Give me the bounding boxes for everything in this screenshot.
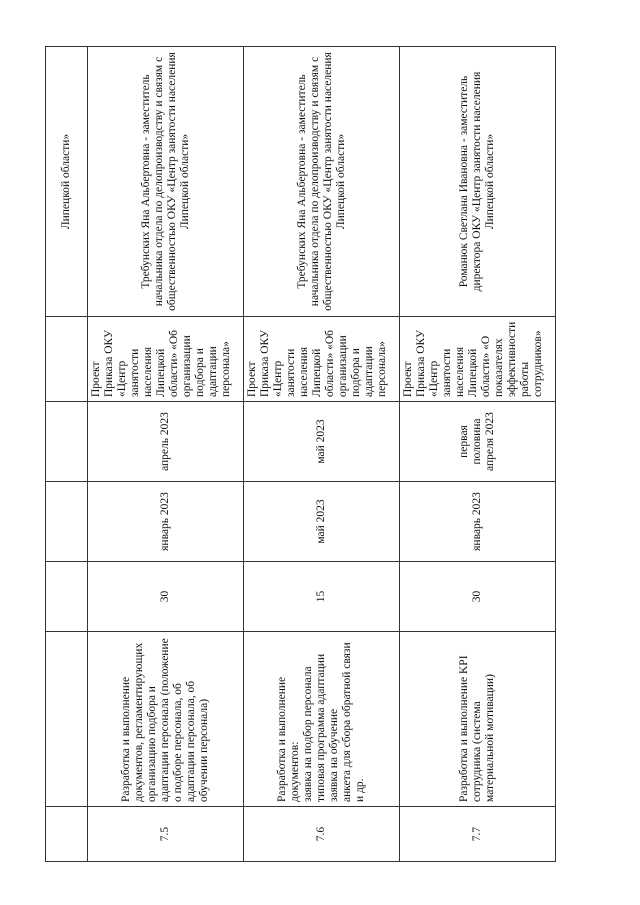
cell-work: [244, 632, 400, 807]
cell-start: январь 2023: [400, 482, 556, 562]
cell-empty: [46, 632, 88, 807]
cell-document: Проект Приказа ОКУ «Центр занятости населения Липецкой области» «О показателях эффективности работы сотрудников»: [400, 317, 556, 402]
cell-work: Разработка и выполнение документов, регламентирующих организацию подбора и адаптации персонала (положение о подборе персонала, об адаптации персонала, об обучении персонала): [88, 632, 244, 807]
work-item: заявка на обучение: [328, 708, 340, 802]
cell-end: апрель 2023: [88, 402, 244, 482]
cell-number: 7.6: [244, 807, 400, 862]
cell-start: январь 2023: [88, 482, 244, 562]
cell-document: Проект Приказа ОКУ «Центр занятости населения Липецкой области» «Об организации подбора и адаптации персонала»: [244, 317, 400, 402]
cell-responsible-continuation: Липецкой области»: [46, 47, 88, 317]
cell-duration: 30: [400, 562, 556, 632]
cell-number: 7.5: [88, 807, 244, 862]
cell-empty: [46, 562, 88, 632]
cell-work: Разработка и выполнение KPI сотрудника (система материальной мотивации): [400, 632, 556, 807]
cell-empty: [46, 317, 88, 402]
cell-responsible: Требунских Яна Альбертовна - заместитель начальника отдела по делопроизводству и связям с общественностью ОКУ «Центр занятости населения Липецкой области»: [88, 47, 244, 317]
cell-end: май 2023: [244, 402, 400, 482]
work-item: заявка на подбор персонала: [302, 666, 314, 802]
work-item: типовая программа адаптации: [315, 653, 327, 802]
cell-document: Проект Приказа ОКУ «Центр занятости населения Липецкой области» «Об организации подбора и адаптации персонала»: [88, 317, 244, 402]
cell-end: первая половина апреля 2023: [400, 402, 556, 482]
cell-empty: [46, 402, 88, 482]
table-row: [400, 47, 556, 862]
table-row: [88, 47, 244, 862]
cell-duration: 15: [244, 562, 400, 632]
work-item: анкета для сбора обратной связи и др.: [341, 642, 366, 802]
plan-table: [45, 46, 556, 862]
cell-start: май 2023: [244, 482, 400, 562]
work-title: Разработка и выполнение документов:: [276, 676, 301, 802]
cell-empty: [46, 482, 88, 562]
rotated-table-page: [45, 47, 555, 862]
cell-responsible: Романюк Светлана Ивановна - заместитель директора ОКУ «Центр занятости населения Липецкой области»: [400, 47, 556, 317]
table-row: [244, 47, 400, 862]
cell-responsible: Требунских Яна Альбертовна - заместитель начальника отдела по делопроизводству и связям с общественностью ОКУ «Центр занятости населения Липецкой области»: [244, 47, 400, 317]
table-row-continuation: [46, 47, 88, 862]
cell-empty: [46, 807, 88, 862]
cell-number: 7.7: [400, 807, 556, 862]
cell-duration: 30: [88, 562, 244, 632]
